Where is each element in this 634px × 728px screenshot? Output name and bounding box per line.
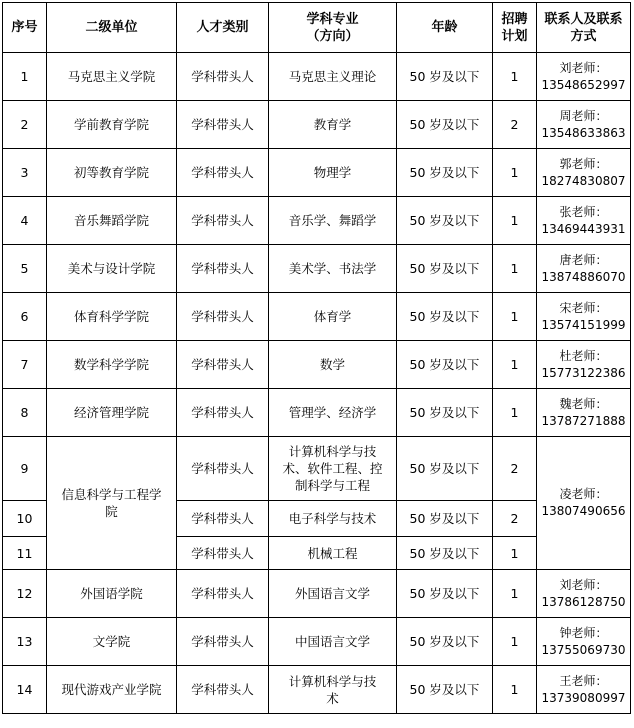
cell-age: 50 岁及以下 (397, 437, 493, 501)
header-row (3, 3, 631, 53)
cell-unit: 马克思主义学院 (47, 53, 177, 101)
cell-contact: 刘老师： 13548652997 (537, 53, 631, 101)
cell-category: 学科带头人 (177, 666, 269, 714)
cell-age: 50 岁及以下 (397, 389, 493, 437)
cell-category: 学科带头人 (177, 389, 269, 437)
cell-category: 学科带头人 (177, 149, 269, 197)
cell-category: 学科带头人 (177, 618, 269, 666)
cell-contact: 张老师： 13469443931 (537, 197, 631, 245)
table-row (3, 149, 631, 197)
cell-plan: 1 (493, 618, 537, 666)
cell-plan: 1 (493, 149, 537, 197)
cell-age: 50 岁及以下 (397, 570, 493, 618)
cell-major: 数学 (269, 341, 397, 389)
table-row (3, 666, 631, 714)
header-contact: 联系人及联系 方式 (537, 3, 631, 53)
cell-age: 50 岁及以下 (397, 618, 493, 666)
cell-age: 50 岁及以下 (397, 341, 493, 389)
cell-no: 11 (3, 537, 47, 570)
cell-contact: 周老师： 13548633863 (537, 101, 631, 149)
cell-age: 50 岁及以下 (397, 53, 493, 101)
cell-major: 中国语言文学 (269, 618, 397, 666)
cell-no: 12 (3, 570, 47, 618)
table-row (3, 293, 631, 341)
cell-age: 50 岁及以下 (397, 149, 493, 197)
cell-plan: 1 (493, 197, 537, 245)
header-major: 学科专业 （方向） (269, 3, 397, 53)
cell-plan: 1 (493, 245, 537, 293)
cell-contact: 魏老师： 13787271888 (537, 389, 631, 437)
cell-plan: 1 (493, 537, 537, 570)
header-plan: 招聘 计划 (493, 3, 537, 53)
cell-age: 50 岁及以下 (397, 101, 493, 149)
table-row (3, 437, 631, 501)
cell-unit: 文学院 (47, 618, 177, 666)
cell-major: 电子科学与技术 (269, 501, 397, 537)
table-row (3, 245, 631, 293)
cell-plan: 1 (493, 570, 537, 618)
table-row (3, 618, 631, 666)
cell-category: 学科带头人 (177, 341, 269, 389)
cell-unit: 初等教育学院 (47, 149, 177, 197)
cell-no: 8 (3, 389, 47, 437)
cell-plan: 2 (493, 101, 537, 149)
cell-plan: 1 (493, 389, 537, 437)
cell-contact: 杜老师： 15773122386 (537, 341, 631, 389)
cell-age: 50 岁及以下 (397, 293, 493, 341)
header-unit: 二级单位 (47, 3, 177, 53)
header-no: 序号 (3, 3, 47, 53)
table-row (3, 341, 631, 389)
cell-major: 体育学 (269, 293, 397, 341)
table-row (3, 53, 631, 101)
cell-age: 50 岁及以下 (397, 501, 493, 537)
cell-contact: 郭老师： 18274830807 (537, 149, 631, 197)
cell-unit: 音乐舞蹈学院 (47, 197, 177, 245)
cell-major: 外国语言文学 (269, 570, 397, 618)
cell-age: 50 岁及以下 (397, 197, 493, 245)
cell-unit: 体育科学学院 (47, 293, 177, 341)
cell-age: 50 岁及以下 (397, 537, 493, 570)
cell-unit: 经济管理学院 (47, 389, 177, 437)
cell-no: 3 (3, 149, 47, 197)
cell-plan: 1 (493, 53, 537, 101)
cell-no: 1 (3, 53, 47, 101)
cell-major: 管理学、经济学 (269, 389, 397, 437)
cell-category: 学科带头人 (177, 245, 269, 293)
cell-major: 教育学 (269, 101, 397, 149)
cell-unit: 美术与设计学院 (47, 245, 177, 293)
cell-unit: 外国语学院 (47, 570, 177, 618)
cell-major: 美术学、书法学 (269, 245, 397, 293)
recruitment-table (2, 2, 631, 714)
cell-major: 音乐学、舞蹈学 (269, 197, 397, 245)
cell-age: 50 岁及以下 (397, 245, 493, 293)
cell-no: 9 (3, 437, 47, 501)
cell-contact: 宋老师： 13574151999 (537, 293, 631, 341)
table-row (3, 570, 631, 618)
cell-age: 50 岁及以下 (397, 666, 493, 714)
cell-category: 学科带头人 (177, 197, 269, 245)
cell-contact: 唐老师： 13874886070 (537, 245, 631, 293)
cell-unit: 学前教育学院 (47, 101, 177, 149)
cell-contact: 钟老师： 13755069730 (537, 618, 631, 666)
cell-category: 学科带头人 (177, 501, 269, 537)
cell-plan: 1 (493, 293, 537, 341)
cell-plan: 1 (493, 666, 537, 714)
cell-no: 6 (3, 293, 47, 341)
cell-no: 4 (3, 197, 47, 245)
header-age: 年龄 (397, 3, 493, 53)
cell-category: 学科带头人 (177, 537, 269, 570)
cell-no: 14 (3, 666, 47, 714)
header-category: 人才类别 (177, 3, 269, 53)
table-row (3, 101, 631, 149)
cell-major: 物理学 (269, 149, 397, 197)
cell-unit: 现代游戏产业学院 (47, 666, 177, 714)
cell-no: 10 (3, 501, 47, 537)
cell-category: 学科带头人 (177, 570, 269, 618)
cell-plan: 2 (493, 437, 537, 501)
table-body (3, 53, 631, 714)
cell-major: 马克思主义理论 (269, 53, 397, 101)
cell-no: 2 (3, 101, 47, 149)
cell-major: 计算机科学与技 术、软件工程、控 制科学与工程 (269, 437, 397, 501)
cell-major: 机械工程 (269, 537, 397, 570)
cell-no: 5 (3, 245, 47, 293)
cell-unit-merged: 信息科学与工程学 院 (47, 437, 177, 570)
cell-major: 计算机科学与技 术 (269, 666, 397, 714)
cell-category: 学科带头人 (177, 53, 269, 101)
cell-category: 学科带头人 (177, 101, 269, 149)
cell-no: 13 (3, 618, 47, 666)
cell-contact: 王老师： 13739080997 (537, 666, 631, 714)
cell-contact-merged: 凌老师： 13807490656 (537, 437, 631, 570)
table-row (3, 197, 631, 245)
cell-plan: 2 (493, 501, 537, 537)
cell-plan: 1 (493, 341, 537, 389)
cell-category: 学科带头人 (177, 437, 269, 501)
cell-category: 学科带头人 (177, 293, 269, 341)
cell-unit: 数学科学学院 (47, 341, 177, 389)
cell-no: 7 (3, 341, 47, 389)
table-row (3, 389, 631, 437)
cell-contact: 刘老师： 13786128750 (537, 570, 631, 618)
